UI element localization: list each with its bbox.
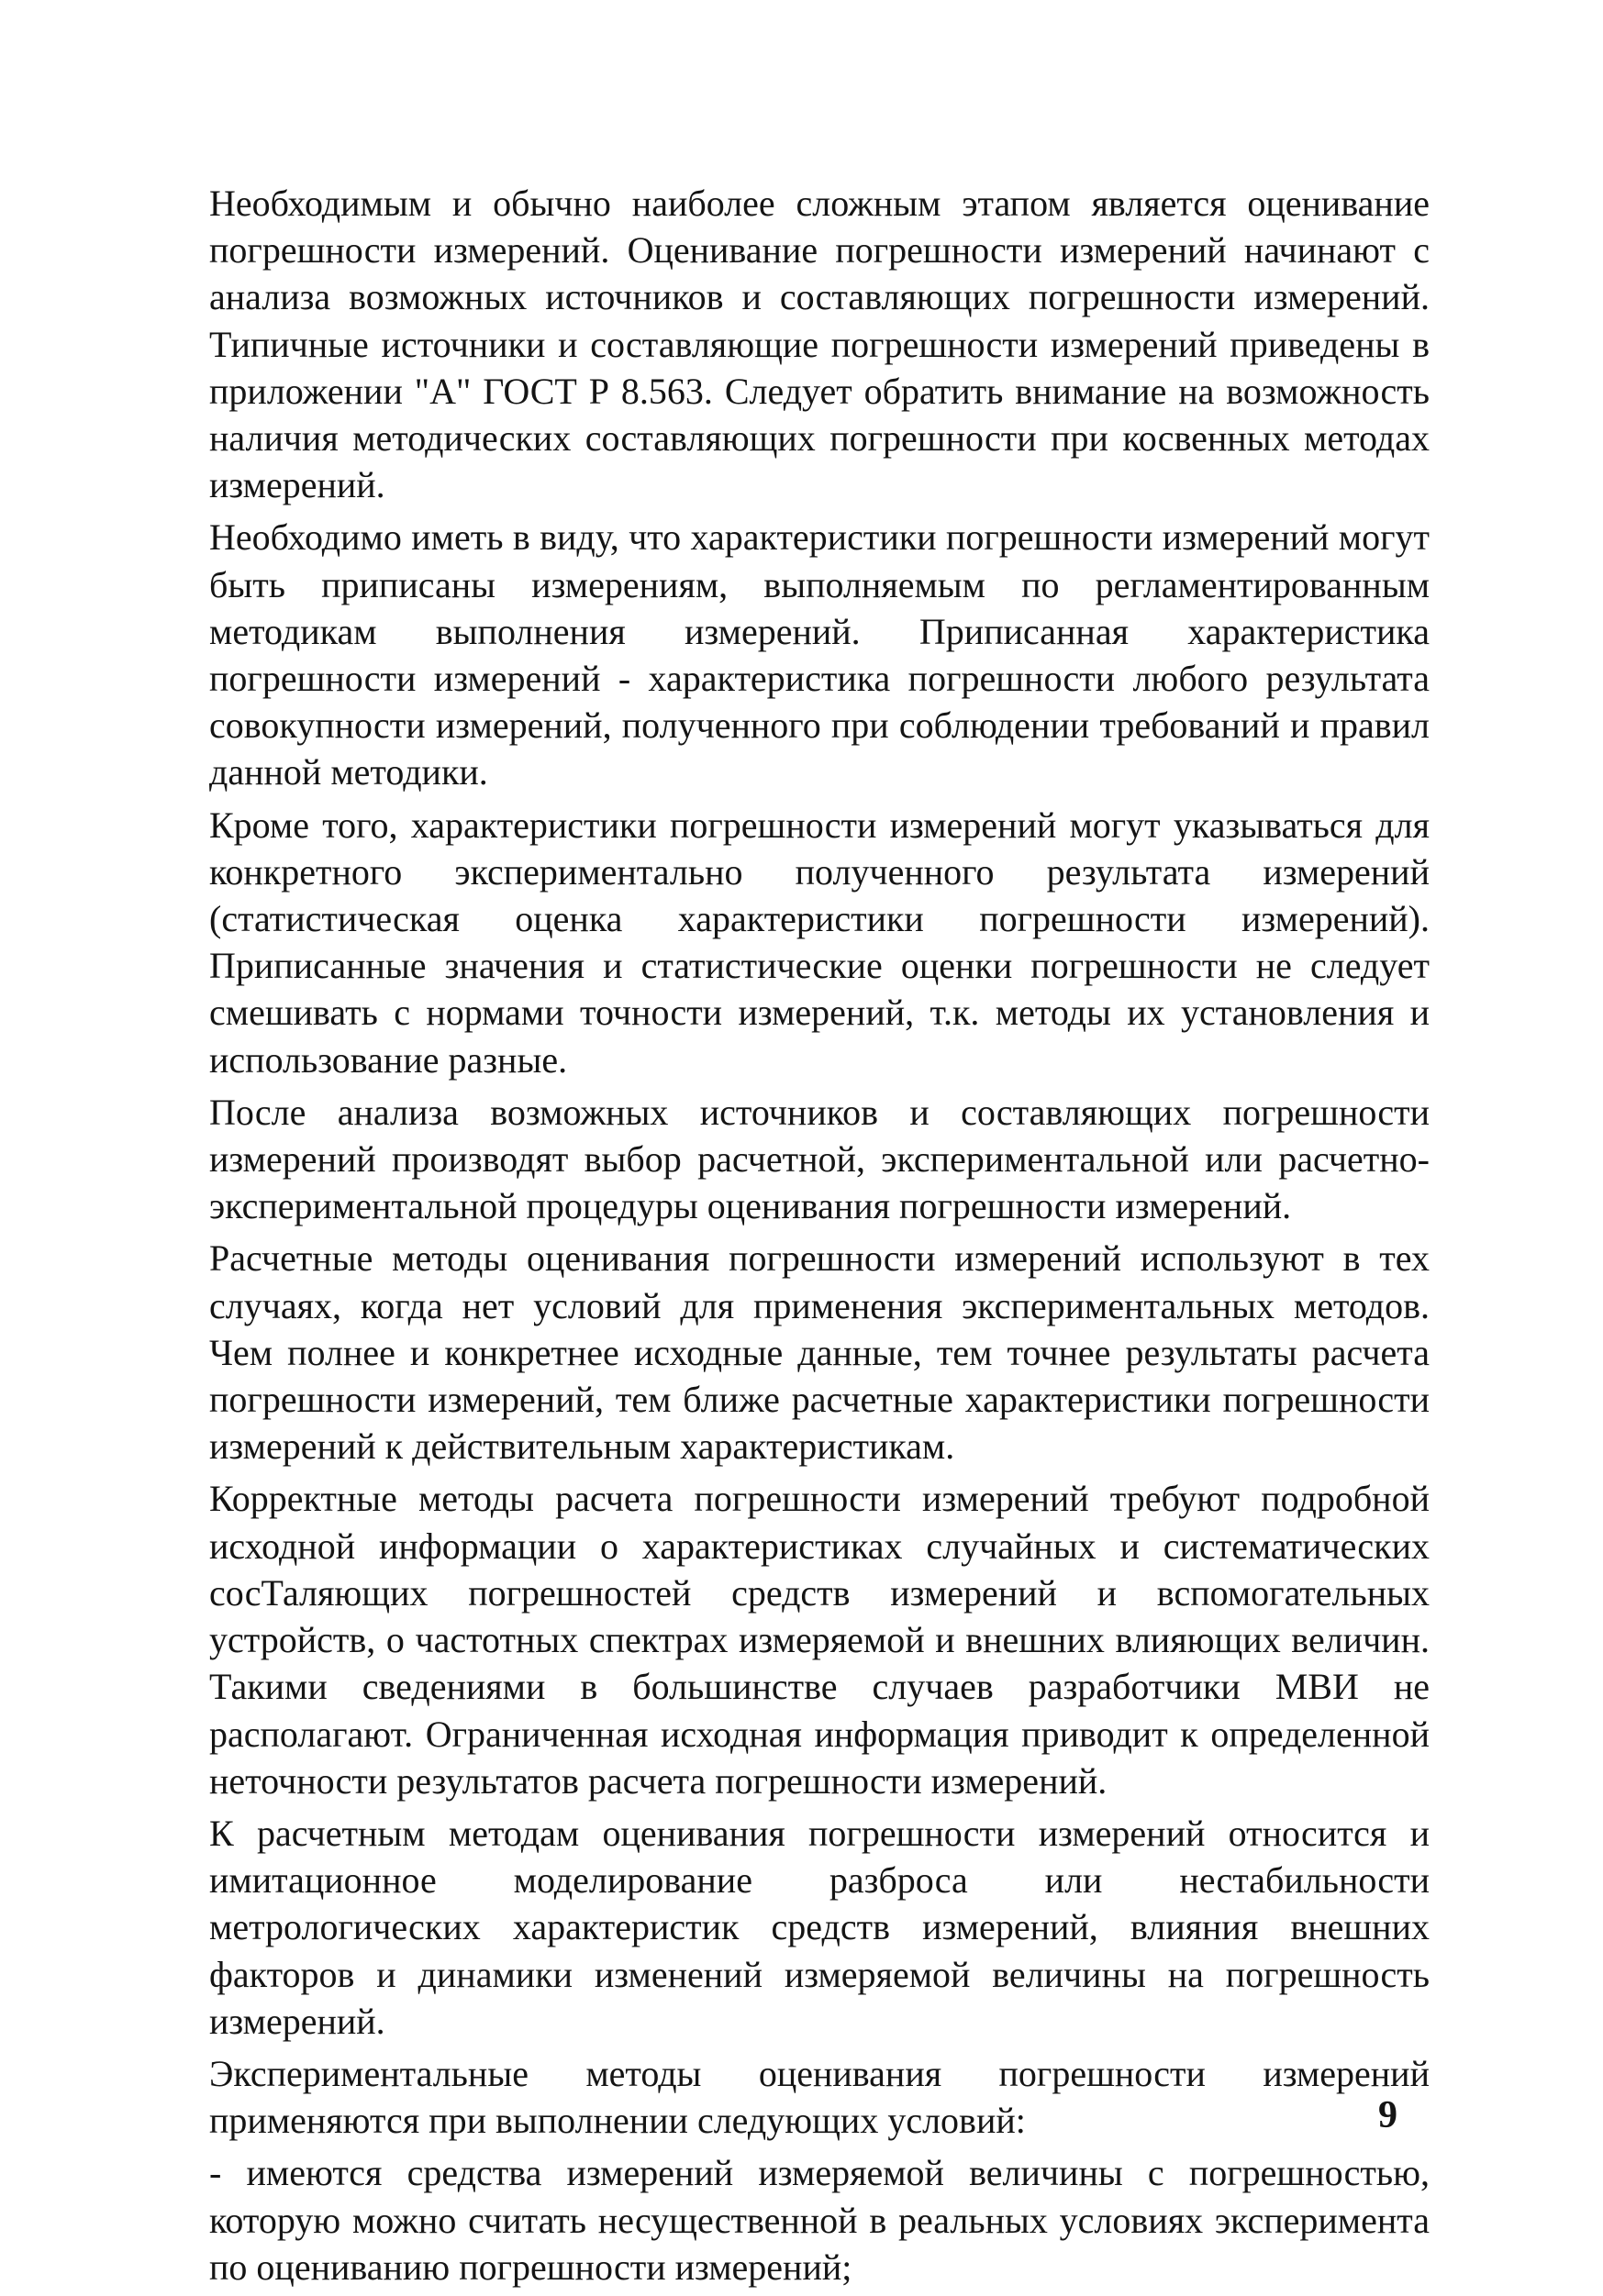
- paragraph-7: К расчетным методам оценивания погрешности измерений относится и имитационное моделирование разброса или нестабильности метрологических характеристик средств измерений, влияния внешних факторов и динамики изменений измеряемой величины на погрешность измерений.: [209, 1812, 1430, 2042]
- paragraph-1: Необходимым и обычно наиболее сложным этапом является оценивание погрешности измерений. Оценивание погрешности измерений начинают с анализа возможных источников и составляющих погрешности измерений. Типичные источники и составляющие погрешности измерений приведены в приложении "А" ГОСТ Р 8.563. Следует обратить внимание на возможность наличия методических составляющих погрешности при косвенных методах измерений.: [209, 183, 1430, 506]
- paragraph-2: Необходимо иметь в виду, что характеристики погрешности измерений могут быть приписаны измерениям, выполняемым по регламентированным методикам выполнения измерений. Приписанная характеристика погрешности измерений - характеристика погрешности любого результата совокупности измерений, полученного при соблюдении требований и правил данной методики.: [209, 516, 1430, 793]
- body-text: [209, 180, 1430, 2296]
- page-number: 9: [1378, 2094, 1397, 2136]
- paragraph-9: - имеются средства измерений измеряемой величины с погрешностью, которую можно считать несущественной в реальных условиях эксперимента по оцениванию погрешности измерений;: [209, 2152, 1430, 2288]
- paragraph-5: Расчетные методы оценивания погрешности измерений используют в тех случаях, когда нет условий для применения экспериментальных методов. Чем полнее и конкретнее исходные данные, тем точнее результаты расчета погрешности измерений, тем ближе расчетные характеристики погрешности измерений к действительным характеристикам.: [209, 1237, 1430, 1468]
- paragraph-8: Экспериментальные методы оценивания погрешности измерений применяются при выполнении следующих условий:: [209, 2052, 1430, 2142]
- paragraph-6: Корректные методы расчета погрешности измерений требуют подробной исходной информации о характеристиках случайных и систематических сосТаляющих погрешностей средств измерений и вспомогательных устройств, о частотных спектрах измеряемой и внешних влияющих величин. Такими сведениями в большинстве случаев разработчики МВИ не располагают. Ограниченная исходная информация приводит к определенной неточности результатов расчета погрешности измерений.: [209, 1478, 1430, 1802]
- paragraph-3: Кроме того, характеристики погрешности измерений могут указываться для конкретного экспериментально полученного результата измерений (статистическая оценка характеристики погрешности измерений). Приписанные значения и статистические оценки погрешности не следует смешивать с нормами точности измерений, т.к. методы их установления и использование разные.: [209, 804, 1430, 1081]
- paragraph-4: После анализа возможных источников и составляющих погрешности измерений производят выбор расчетной, экспериментальной или расчетно-экспериментальной процедуры оценивания погрешности измерений.: [209, 1091, 1430, 1227]
